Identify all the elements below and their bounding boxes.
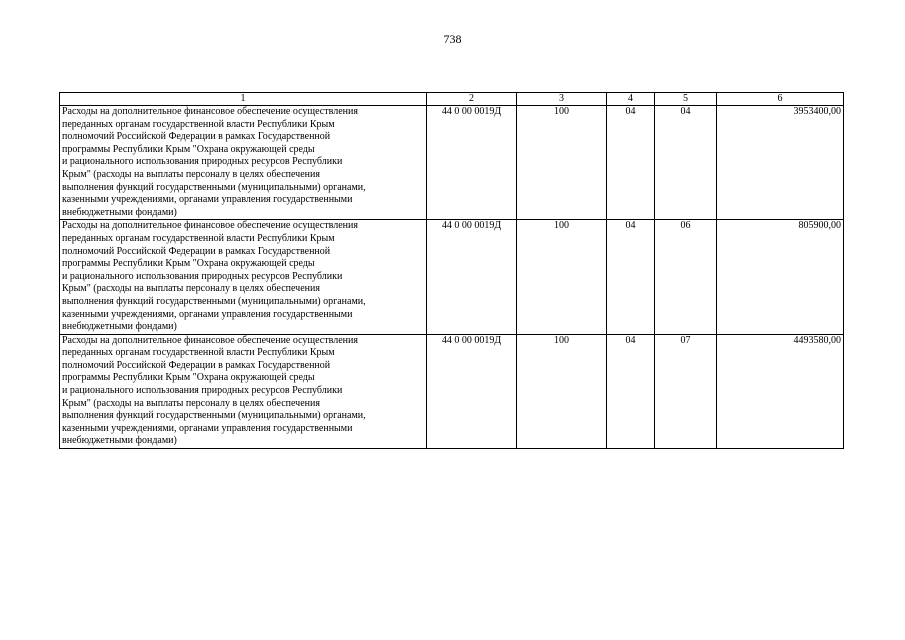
page-number: 738 [443, 32, 462, 46]
row-col3: 100 [517, 220, 607, 334]
header-col-6: 6 [717, 93, 844, 106]
row-col5: 07 [655, 334, 717, 448]
row-col4: 04 [607, 106, 655, 220]
header-col-3: 3 [517, 93, 607, 106]
row-col4: 04 [607, 334, 655, 448]
header-col-1: 1 [60, 93, 427, 106]
row-code: 44 0 00 0019Д [427, 220, 517, 334]
row-col3: 100 [517, 334, 607, 448]
row-amount: 4493580,00 [717, 334, 844, 448]
row-amount: 805900,00 [717, 220, 844, 334]
table-row [60, 220, 844, 334]
row-description: Расходы на дополнительное финансовое обеспечение осуществления переданных органам государственной власти Республики Крым полномочий Российской Федерации в рамках Государственной программы Республики Крым "Охрана окружающей среды и рационального использования природных ресурсов Республики Крым" (расходы на выплаты персоналу в целях обеспечения выполнения функций государственными (муниципальными) органами, казенными учреждениями, органами управления государственными внебюджетными фондами) [60, 106, 427, 220]
row-description: Расходы на дополнительное финансовое обеспечение осуществления переданных органам государственной власти Республики Крым полномочий Российской Федерации в рамках Государственной программы Республики Крым "Охрана окружающей среды и рационального использования природных ресурсов Республики Крым" (расходы на выплаты персоналу в целях обеспечения выполнения функций государственными (муниципальными) органами, казенными учреждениями, органами управления государственными внебюджетными фондами) [60, 220, 427, 334]
header-col-4: 4 [607, 93, 655, 106]
table-row [60, 106, 844, 220]
header-col-5: 5 [655, 93, 717, 106]
table-row [60, 334, 844, 448]
header-col-2: 2 [427, 93, 517, 106]
budget-table [59, 92, 844, 449]
row-amount: 3953400,00 [717, 106, 844, 220]
row-description: Расходы на дополнительное финансовое обеспечение осуществления переданных органам государственной власти Республики Крым полномочий Российской Федерации в рамках Государственной программы Республики Крым "Охрана окружающей среды и рационального использования природных ресурсов Республики Крым" (расходы на выплаты персоналу в целях обеспечения выполнения функций государственными (муниципальными) органами, казенными учреждениями, органами управления государственными внебюджетными фондами) [60, 334, 427, 448]
row-col4: 04 [607, 220, 655, 334]
row-col5: 06 [655, 220, 717, 334]
table-header-row [60, 93, 844, 106]
row-col3: 100 [517, 106, 607, 220]
row-code: 44 0 00 0019Д [427, 334, 517, 448]
row-code: 44 0 00 0019Д [427, 106, 517, 220]
row-col5: 04 [655, 106, 717, 220]
